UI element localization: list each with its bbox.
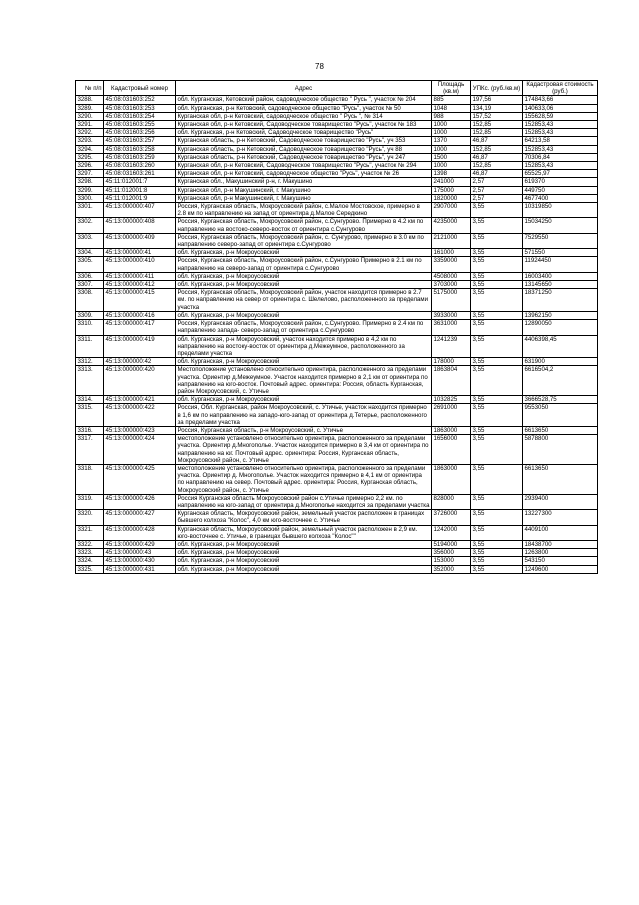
header-upks: УПКс. (руб./кв.м) [471, 81, 523, 96]
upks-cell: 3,55 [471, 510, 523, 525]
header-cadastral-number: Кадастровый номер [104, 81, 176, 96]
table-row [76, 104, 598, 112]
area-cell: 153000 [432, 557, 471, 565]
area-cell: 1863000 [432, 464, 471, 494]
cadastral-cost-cell: 174843,66 [523, 96, 598, 104]
address-cell: обл. Курганская, р-н Мокроусовский [176, 358, 432, 366]
table-row [76, 218, 598, 233]
address-cell: Местоположение установлено относительно ориентира, расположенного за пределами участка. Ориентир д.Межеумное. Участок находится примерно в 2,1 км от ориентира по направлению на юго-восток. Почтовый адрес. ориентира: Россия, область Курганская, район Мокроусовский, с. Утичье [176, 366, 432, 396]
row-number-cell: 3293. [76, 137, 104, 145]
row-number-cell: 3312. [76, 358, 104, 366]
row-number-cell: 3303. [76, 233, 104, 248]
address-cell: обл. Курганская, р-н Мокроусовский [176, 549, 432, 557]
table-row [76, 137, 598, 145]
row-number-cell: 3308. [76, 289, 104, 312]
upks-cell: 152,85 [471, 121, 523, 129]
cadastral-cost-cell: 12890050 [523, 320, 598, 335]
header-address: Адрес [176, 81, 432, 96]
row-number-cell: 3298. [76, 178, 104, 186]
address-cell: местоположение установлено относительно ориентира, расположенного за пределами участка. Ориентир д.Многополье. Участок находится примерно в 3,4 км от ориентира по направлению на юг. Почтовый адрес. ориентира: Россия, Курганская область, Мокроусовский район, с. Утичье [176, 435, 432, 465]
address-cell: Курганская область, р-н Кетовский, Садоводческое товарищество "Русь", уч 247 [176, 153, 432, 161]
cadastral-number-cell: 45:08:031603:252 [104, 96, 176, 104]
row-number-cell: 3321. [76, 525, 104, 540]
upks-cell: 3,55 [471, 257, 523, 272]
table-row [76, 426, 598, 434]
area-cell: 3631000 [432, 320, 471, 335]
area-cell: 161000 [432, 249, 471, 257]
address-cell: Россия, Курганская область, Мокроусовский район, с.Сунгурово Примерно в 2.1 км по направлению на северо-запад от ориентира с.Сунгурово [176, 257, 432, 272]
cadastral-cost-cell: 11924450 [523, 257, 598, 272]
cadastral-number-cell: 45:13:000000:408 [104, 218, 176, 233]
area-cell: 4235000 [432, 218, 471, 233]
address-cell: Курганская обл., Макушинский р-н, г. Макушино [176, 178, 432, 186]
cadastral-number-cell: 45:13:000000:43 [104, 549, 176, 557]
table-row [76, 249, 598, 257]
area-cell: 1242000 [432, 525, 471, 540]
row-number-cell: 3296. [76, 162, 104, 170]
cadastral-cost-cell: 543150 [523, 557, 598, 565]
upks-cell: 3,55 [471, 289, 523, 312]
row-number-cell: 3300. [76, 194, 104, 202]
row-number-cell: 3295. [76, 153, 104, 161]
table-row [76, 540, 598, 548]
cadastral-number-cell: 45:13:000000:419 [104, 335, 176, 358]
row-number-cell: 3310. [76, 320, 104, 335]
cadastral-number-cell: 45:13:000000:423 [104, 426, 176, 434]
area-cell: 1000 [432, 121, 471, 129]
address-cell: Россия, Курганская область, р-н Мокроусовский, с. Утичье [176, 426, 432, 434]
cadastral-number-cell: 45:13:000000:416 [104, 311, 176, 319]
table-row [76, 121, 598, 129]
address-cell: обл. Курганская, р-н Мокроусовский [176, 565, 432, 573]
cadastral-cost-cell: 152853,43 [523, 129, 598, 137]
cadastral-number-cell: 45:13:000000:422 [104, 404, 176, 427]
address-cell: Россия, Курганская область, Мокроусовский район, с.Сунгурово. Примерно в 2.4 км по направлению запада- северо-запад от ориентира с.Сунгурово [176, 320, 432, 335]
upks-cell: 2,57 [471, 178, 523, 186]
table-row [76, 396, 598, 404]
upks-cell: 3,55 [471, 525, 523, 540]
upks-cell: 3,55 [471, 335, 523, 358]
table-row [76, 565, 598, 573]
cadastral-cost-cell: 65525,97 [523, 170, 598, 178]
cadastral-number-cell: 45:13:000000:407 [104, 203, 176, 218]
cadastral-cost-cell: 6616504,2 [523, 366, 598, 396]
cadastral-number-cell: 45:11:012001:7 [104, 178, 176, 186]
header-num: № п/п [76, 81, 104, 96]
address-cell: обл. Курганская, р-н Мокроусовский [176, 272, 432, 280]
cadastral-cost-cell: 1263800 [523, 549, 598, 557]
upks-cell: 3,55 [471, 203, 523, 218]
area-cell: 175000 [432, 186, 471, 194]
upks-cell: 152,85 [471, 145, 523, 153]
table-row [76, 162, 598, 170]
area-cell: 3933000 [432, 311, 471, 319]
upks-cell: 3,55 [471, 272, 523, 280]
table-row [76, 112, 598, 120]
cadastral-number-cell: 45:13:000000:411 [104, 272, 176, 280]
address-cell: Россия Курганская область Мокроусовский район с.Утичье примерно 2,2 км. по направлению на юго-запад от ориентира д.Многополье находится за пределами участка [176, 494, 432, 509]
address-cell: Курганская область, Мокроусовский район, земельный участок расположен в 2,9 км. юго-восточнее с. Утичье, в границах бывшего колхоза "Колос"" [176, 525, 432, 540]
upks-cell: 3,55 [471, 426, 523, 434]
address-cell: Россия, Обл. Курганская, район Мокроусовский, с. Утичье, участок находится примерно в 1,6 км по направлению на западо-юго-запад от ориентира д.Тетерье, расположенного за пределами участка [176, 404, 432, 427]
cadastral-number-cell: 45:08:031603:254 [104, 112, 176, 120]
table-row [76, 435, 598, 465]
cadastral-cost-cell: 1249600 [523, 565, 598, 573]
area-cell: 1656000 [432, 435, 471, 465]
cadastral-cost-cell: 6613650 [523, 426, 598, 434]
cadastral-cost-cell: 152853,43 [523, 145, 598, 153]
cadastral-cost-cell: 9553050 [523, 404, 598, 427]
upks-cell: 46,87 [471, 153, 523, 161]
address-cell: Курганская обл, р-н Кетовский, Садоводческое товарищество "Русь", участок № 294 [176, 162, 432, 170]
address-cell: обл. Курганская, р-н Мокроусовский [176, 249, 432, 257]
cadastral-number-cell: 45:08:031603:253 [104, 104, 176, 112]
cadastral-number-cell: 45:08:031603:259 [104, 153, 176, 161]
cadastral-cost-cell: 10319850 [523, 203, 598, 218]
address-cell: местоположение установлено относительно ориентира, расположенного за пределами участка. Ориентир д. Многополье. Участок находится примерно в 4,1 км от ориентира по направлению на север. Почтовый адрес. ориентира: Россия, Курганская область, Мокроусовский район, с. Утичье [176, 464, 432, 494]
cadastral-cost-cell: 5878800 [523, 435, 598, 465]
upks-cell: 3,55 [471, 494, 523, 509]
table-row [76, 257, 598, 272]
row-number-cell: 3315. [76, 404, 104, 427]
address-cell: Россия, Курганская область, Мокроусовский район, с. Сунгурово, примерно в 3.0 км по направлению северо-запад от ориентира с.Сунгурово [176, 233, 432, 248]
cadastral-number-cell: 45:13:000000:415 [104, 289, 176, 312]
upks-cell: 3,55 [471, 218, 523, 233]
cadastral-cost-cell: 15034250 [523, 218, 598, 233]
cadastral-cost-cell: 13962150 [523, 311, 598, 319]
row-number-cell: 3305. [76, 257, 104, 272]
upks-cell: 152,85 [471, 162, 523, 170]
cadastral-cost-cell: 18438700 [523, 540, 598, 548]
area-cell: 1500 [432, 153, 471, 161]
table-row [76, 557, 598, 565]
row-number-cell: 3317. [76, 435, 104, 465]
cadastral-cost-cell: 449750 [523, 186, 598, 194]
area-cell: 2691000 [432, 404, 471, 427]
cadastral-number-cell: 45:13:000000:430 [104, 557, 176, 565]
cadastral-number-cell: 45:13:000000:41 [104, 249, 176, 257]
address-cell: обл. Курганская, Кетовский район, садоводческое общество " Русь ", участок № 204 [176, 96, 432, 104]
table-header-row [76, 81, 598, 96]
address-cell: Россия, Курганская область, Мокроусовский район, участок находится примерно в 2.7 км. по направлению на север от ориентира с. Шелелово, расположенного за пределами участка [176, 289, 432, 312]
table-row [76, 194, 598, 202]
row-number-cell: 3290. [76, 112, 104, 120]
cadastral-cost-cell: 6613650 [523, 464, 598, 494]
area-cell: 1048 [432, 104, 471, 112]
table-row [76, 525, 598, 540]
upks-cell: 3,55 [471, 396, 523, 404]
table-body [76, 96, 598, 573]
area-cell: 988 [432, 112, 471, 120]
table-row [76, 96, 598, 104]
cadastral-cost-cell: 571550 [523, 249, 598, 257]
upks-cell: 3,55 [471, 311, 523, 319]
cadastral-number-cell: 45:08:031603:258 [104, 145, 176, 153]
upks-cell: 3,55 [471, 366, 523, 396]
cadastral-cost-cell: 4677400 [523, 194, 598, 202]
cadastral-cost-cell: 18371250 [523, 289, 598, 312]
cadastral-cost-cell: 13145650 [523, 281, 598, 289]
area-cell: 241000 [432, 178, 471, 186]
address-cell: обл. Курганская, р-н Мокроусовский [176, 396, 432, 404]
upks-cell: 3,55 [471, 320, 523, 335]
cadastral-cost-cell: 152853,43 [523, 121, 598, 129]
table-row [76, 366, 598, 396]
cadastral-number-cell: 45:08:031603:261 [104, 170, 176, 178]
cadastral-number-cell: 45:11:012001:9 [104, 194, 176, 202]
row-number-cell: 3288. [76, 96, 104, 104]
address-cell: Россия, Курганская область, Мокроусовский район, с.Малое Мостовское, примерно в 2.8 км по направлению на запад от ориентира д.Малое Середкино [176, 203, 432, 218]
upks-cell: 197,56 [471, 96, 523, 104]
cadastral-number-cell: 45:13:000000:42 [104, 358, 176, 366]
cadastral-cost-cell: 155628,59 [523, 112, 598, 120]
upks-cell: 157,52 [471, 112, 523, 120]
table-row [76, 145, 598, 153]
cadastral-number-cell: 45:13:000000:417 [104, 320, 176, 335]
area-cell: 1032825 [432, 396, 471, 404]
upks-cell: 3,55 [471, 358, 523, 366]
area-cell: 356000 [432, 549, 471, 557]
address-cell: обл. Курганская, р-н Мокроусовский [176, 540, 432, 548]
cadastral-number-cell: 45:13:000000:425 [104, 464, 176, 494]
area-cell: 4508000 [432, 272, 471, 280]
address-cell: Курганская обл, р-н Макушинский, г. Макушино [176, 186, 432, 194]
address-cell: обл. Курганская, р-н Кетовский, садоводческое общество "Русь", участок № 50 [176, 104, 432, 112]
upks-cell: 134,19 [471, 104, 523, 112]
cadastral-number-cell: 45:11:012001:8 [104, 186, 176, 194]
cadastral-number-cell: 45:13:000000:424 [104, 435, 176, 465]
cadastral-number-cell: 45:13:000000:421 [104, 396, 176, 404]
area-cell: 828000 [432, 494, 471, 509]
cadastral-number-cell: 45:13:000000:428 [104, 525, 176, 540]
row-number-cell: 3316. [76, 426, 104, 434]
cadastral-cost-cell: 16003400 [523, 272, 598, 280]
table-row [76, 358, 598, 366]
row-number-cell: 3307. [76, 281, 104, 289]
row-number-cell: 3314. [76, 396, 104, 404]
address-cell: обл. Курганская, р-н Мокроусовский, участок находится примерно в 4,2 км по направлению на востоку-восток от ориентира д.Межеумное, расположенного за пределами участка [176, 335, 432, 358]
address-cell: обл. Курганская, р-н Кетовский, Садоводческое товарищество "Русь" [176, 129, 432, 137]
upks-cell: 46,87 [471, 137, 523, 145]
page-number: 78 [315, 62, 324, 71]
upks-cell: 152,85 [471, 129, 523, 137]
row-number-cell: 3306. [76, 272, 104, 280]
table-row [76, 311, 598, 319]
area-cell: 1370 [432, 137, 471, 145]
upks-cell: 3,55 [471, 281, 523, 289]
row-number-cell: 3322. [76, 540, 104, 548]
upks-cell: 3,55 [471, 404, 523, 427]
cadastral-number-cell: 45:08:031603:257 [104, 137, 176, 145]
cadastral-number-cell: 45:13:000000:431 [104, 565, 176, 573]
table-row [76, 289, 598, 312]
table-row [76, 170, 598, 178]
row-number-cell: 3289. [76, 104, 104, 112]
cadastral-cost-cell: 13227300 [523, 510, 598, 525]
address-cell: Курганская область, р-н Кетовский, Садоводческое товарищество "Русь", уч 353 [176, 137, 432, 145]
cadastral-cost-cell: 7529550 [523, 233, 598, 248]
area-cell: 1398 [432, 170, 471, 178]
table-row [76, 178, 598, 186]
cadastral-number-cell: 45:08:031603:256 [104, 129, 176, 137]
row-number-cell: 3309. [76, 311, 104, 319]
area-cell: 2907000 [432, 203, 471, 218]
upks-cell: 2,57 [471, 186, 523, 194]
table-row [76, 464, 598, 494]
cadastral-table [75, 80, 598, 574]
address-cell: обл. Курганская, р-н Мокроусовский [176, 557, 432, 565]
area-cell: 178000 [432, 358, 471, 366]
cadastral-cost-cell: 70306,84 [523, 153, 598, 161]
upks-cell: 3,55 [471, 557, 523, 565]
cadastral-number-cell: 45:13:000000:420 [104, 366, 176, 396]
upks-cell: 2,57 [471, 194, 523, 202]
address-cell: Россия, Курганская область, Мокроусовский район, с.Сунгурово. Примерно в 4.2 км по направлению на востоко-северо-восток от ориентира с.Сунгурово [176, 218, 432, 233]
area-cell: 1820000 [432, 194, 471, 202]
table-row [76, 404, 598, 427]
area-cell: 1863000 [432, 426, 471, 434]
cadastral-number-cell: 45:13:000000:429 [104, 540, 176, 548]
table-row [76, 233, 598, 248]
table-row [76, 549, 598, 557]
cadastral-cost-cell: 631900 [523, 358, 598, 366]
table-row [76, 272, 598, 280]
table-row [76, 281, 598, 289]
address-cell: обл. Курганская, р-н Мокроусовский [176, 281, 432, 289]
area-cell: 1000 [432, 145, 471, 153]
cadastral-cost-cell: 3666528,75 [523, 396, 598, 404]
cadastral-cost-cell: 619370 [523, 178, 598, 186]
table-row [76, 186, 598, 194]
upks-cell: 3,55 [471, 249, 523, 257]
address-cell: Курганская обл, р-н Кетовский, Садоводческое товарищество "Русь", участок № 183 [176, 121, 432, 129]
table-row [76, 153, 598, 161]
row-number-cell: 3304. [76, 249, 104, 257]
row-number-cell: 3313. [76, 366, 104, 396]
table-row [76, 203, 598, 218]
cadastral-cost-cell: 2939400 [523, 494, 598, 509]
table-row [76, 320, 598, 335]
upks-cell: 3,55 [471, 233, 523, 248]
cadastral-cost-cell: 64213,58 [523, 137, 598, 145]
area-cell: 2121000 [432, 233, 471, 248]
area-cell: 1863804 [432, 366, 471, 396]
row-number-cell: 3292. [76, 129, 104, 137]
upks-cell: 3,55 [471, 549, 523, 557]
row-number-cell: 3318. [76, 464, 104, 494]
row-number-cell: 3311. [76, 335, 104, 358]
address-cell: Курганская область, р-н Кетовский, Садоводческое товарищество "Русь", уч 88 [176, 145, 432, 153]
cadastral-cost-cell: 4409100 [523, 525, 598, 540]
cadastral-number-cell: 45:13:000000:427 [104, 510, 176, 525]
cadastral-number-cell: 45:13:000000:410 [104, 257, 176, 272]
address-cell: Курганская обл, р-н Кетовский, садоводческое общество "Русь", участок № 26 [176, 170, 432, 178]
cadastral-number-cell: 45:13:000000:409 [104, 233, 176, 248]
address-cell: Курганская обл, р-н Кетовский, садоводческое общество " Русь ", № 314 [176, 112, 432, 120]
cadastral-number-cell: 45:13:000000:426 [104, 494, 176, 509]
area-cell: 1241239 [432, 335, 471, 358]
upks-cell: 3,55 [471, 565, 523, 573]
area-cell: 885 [432, 96, 471, 104]
upks-cell: 3,55 [471, 464, 523, 494]
area-cell: 352000 [432, 565, 471, 573]
table-row [76, 335, 598, 358]
row-number-cell: 3320. [76, 510, 104, 525]
area-cell: 1000 [432, 129, 471, 137]
row-number-cell: 3324. [76, 557, 104, 565]
row-number-cell: 3291. [76, 121, 104, 129]
area-cell: 3359000 [432, 257, 471, 272]
table-row [76, 494, 598, 509]
address-cell: Курганская область, Мокроусовский район, земельный участок расположен в границах бывшего колхоза "Колос", 4,0 км юго-восточнее с. Утичье [176, 510, 432, 525]
cadastral-number-cell: 45:08:031603:260 [104, 162, 176, 170]
row-number-cell: 3297. [76, 170, 104, 178]
row-number-cell: 3325. [76, 565, 104, 573]
row-number-cell: 3294. [76, 145, 104, 153]
cadastral-number-cell: 45:13:000000:412 [104, 281, 176, 289]
row-number-cell: 3323. [76, 549, 104, 557]
header-cadastral-cost: Кадастровая стоимость (руб.) [523, 81, 598, 96]
address-cell: Курганская обл, р-н Макушинский, г. Макушино [176, 194, 432, 202]
cadastral-cost-cell: 140633,06 [523, 104, 598, 112]
area-cell: 1000 [432, 162, 471, 170]
row-number-cell: 3302. [76, 218, 104, 233]
address-cell: обл. Курганская, р-н Мокроусовский [176, 311, 432, 319]
upks-cell: 3,55 [471, 435, 523, 465]
area-cell: 3726000 [432, 510, 471, 525]
header-area: Площадь (кв.м) [432, 81, 471, 96]
row-number-cell: 3299. [76, 186, 104, 194]
cadastral-number-cell: 45:08:031603:255 [104, 121, 176, 129]
cadastral-cost-cell: 152853,43 [523, 162, 598, 170]
table-row [76, 129, 598, 137]
cadastral-cost-cell: 4406398,45 [523, 335, 598, 358]
upks-cell: 3,55 [471, 540, 523, 548]
area-cell: 5194000 [432, 540, 471, 548]
area-cell: 5175000 [432, 289, 471, 312]
table-row [76, 510, 598, 525]
upks-cell: 46,87 [471, 170, 523, 178]
row-number-cell: 3319. [76, 494, 104, 509]
row-number-cell: 3301. [76, 203, 104, 218]
area-cell: 3703000 [432, 281, 471, 289]
